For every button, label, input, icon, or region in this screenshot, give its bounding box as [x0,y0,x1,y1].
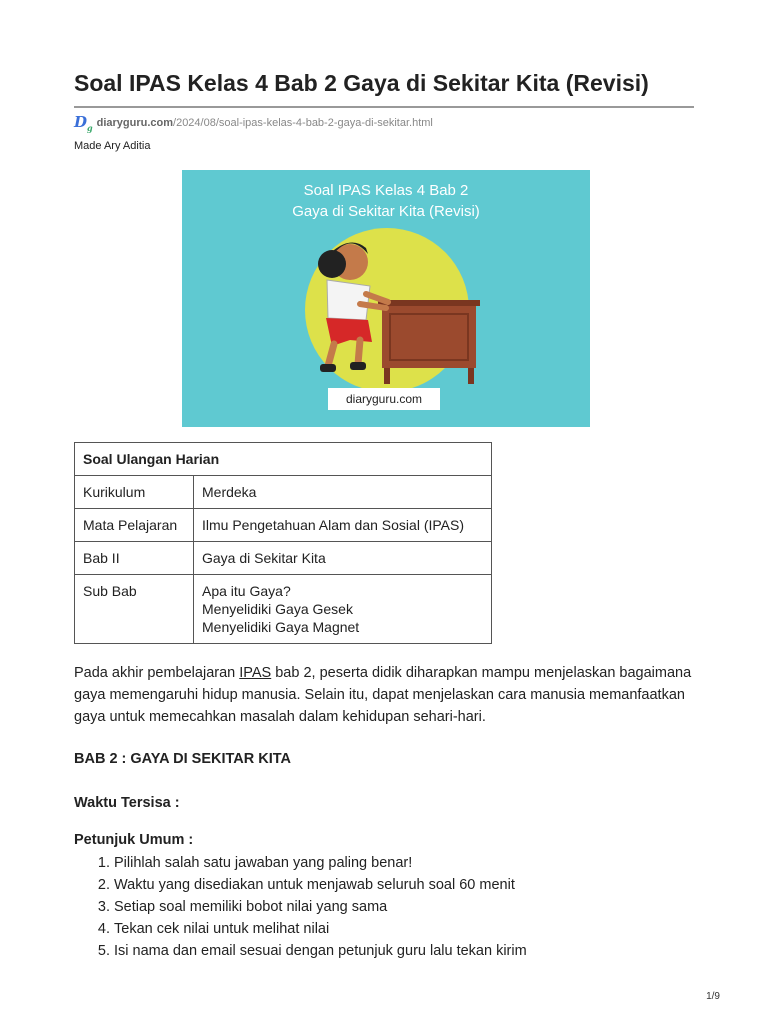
table-header-row [75,443,492,476]
list-item: 2. Waktu yang disediakan untuk menjawab seluruh soal 60 menit [114,874,694,896]
intro-paragraph: Pada akhir pembelajaran IPAS bab 2, peserta didik diharapkan mampu menjelaskan bagaimana gaya memengaruhi hidup manusia. Selain itu, dapat menjelaskan cara manusia memanfaatkan gaya untuk memecahkan masalah dalam kehidupan sehari-hari. [74,665,692,725]
list-item: 3. Setiap soal memiliki bobot nilai yang sama [114,896,694,918]
table-row [75,542,492,575]
waktu-tersisa-label: Waktu Tersisa : [74,795,180,811]
table-header: Soal Ulangan Harian [75,443,492,476]
petunjuk-list [74,852,694,962]
ipas-link[interactable]: IPAS [239,665,272,681]
list-item: 5. Isi nama dan email sesuai dengan petunjuk guru lalu tekan kirim [114,940,694,962]
page-title: Soal IPAS Kelas 4 Bab 2 Gaya di Sekitar Kita (Revisi) [74,70,649,96]
source-path: /2024/08/soal-ipas-kelas-4-bab-2-gaya-di-sekitar.html [173,117,433,129]
table-value-bab: Gaya di Sekitar Kita [194,542,492,575]
table-label-bab: Bab II [75,542,194,575]
table-value-kurikulum: Merdeka [194,476,492,509]
sub-bab-item: Apa itu Gaya? [202,583,291,599]
source-domain: diaryguru.com [96,117,174,129]
source-url[interactable] [97,117,433,129]
table-label-kurikulum: Kurikulum [75,476,194,509]
source-line [74,113,433,133]
list-item: 1. Pilihlah salah satu jawaban yang paling benar! [114,852,694,874]
list-item: 4. Tekan cek nilai untuk melihat nilai [114,918,694,940]
diaryguru-logo-icon: $D_g$ [74,113,93,133]
sub-bab-item: Menyelidiki Gaya Magnet [202,619,360,635]
author-name: Made Ary Aditia [74,140,151,152]
table-row [75,509,492,542]
table-label-mata-pelajaran: Mata Pelajaran [75,509,194,542]
petunjuk-title: Petunjuk Umum : [74,832,194,848]
sub-bab-item: Menyelidiki Gaya Gesek [202,601,353,617]
title-divider [74,106,694,108]
article-banner-image [182,170,590,427]
banner-title-line-1: Soal IPAS Kelas 4 Bab 2 [303,182,469,199]
desk-body [382,306,476,368]
table-label-sub-bab: Sub Bab [75,575,194,644]
page-number: 1/9 [706,991,720,1002]
banner-title-line-2: Gaya di Sekitar Kita (Revisi) [292,203,480,220]
table-value-sub-bab [194,575,492,644]
info-table [74,442,492,644]
banner-site-label: diaryguru.com [328,388,440,410]
table-value-mata-pelajaran: Ilmu Pengetahuan Alam dan Sosial (IPAS) [194,509,492,542]
table-row [75,575,492,644]
section-title: BAB 2 : GAYA DI SEKITAR KITA [74,751,291,767]
table-row [75,476,492,509]
desk-top [378,300,480,306]
